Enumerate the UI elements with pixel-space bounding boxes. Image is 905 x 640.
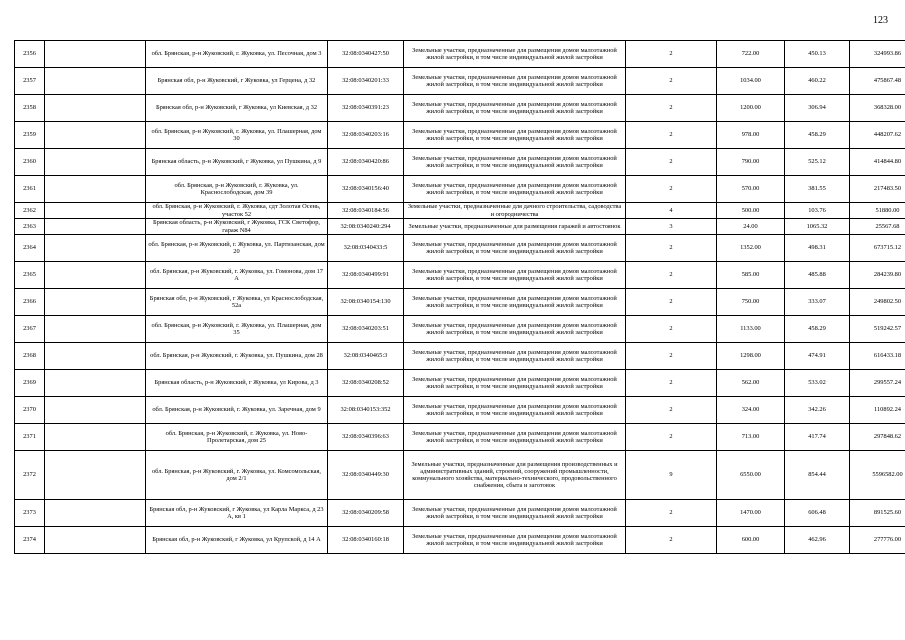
table-row bbox=[15, 149, 905, 176]
area-cell: 324.00 bbox=[717, 397, 785, 424]
cadastral-value-cell: 249802.50 bbox=[850, 289, 905, 316]
table-row bbox=[15, 343, 905, 370]
table-row bbox=[15, 451, 905, 500]
land-use-cell: Земельные участки, предназначенные для размещения домов малоэтажной жилой застройки, в том числе индивидуальной жилой застройки bbox=[404, 316, 626, 343]
land-registry-table bbox=[14, 40, 905, 554]
cadastral-number: 32:08:0340465:3 bbox=[328, 343, 404, 370]
cadastral-number: 32:08:0340396:63 bbox=[328, 424, 404, 451]
blank-cell bbox=[45, 219, 146, 235]
cadastral-number: 32:08:0340391:23 bbox=[328, 95, 404, 122]
land-use-cell: Земельные участки, предназначенные для дачного строительства, садоводства и огородничества bbox=[404, 203, 626, 219]
use-group: 2 bbox=[626, 397, 717, 424]
row-number: 2358 bbox=[15, 95, 45, 122]
blank-cell bbox=[45, 95, 146, 122]
land-use-cell: Земельные участки, предназначенные для размещения домов малоэтажной жилой застройки, в том числе индивидуальной жилой застройки bbox=[404, 176, 626, 203]
address-cell: обл. Брянская, р-н Жуковский, г. Жуковка, ул. Краснослободская, дом 39 bbox=[146, 176, 328, 203]
land-use-cell: Земельные участки, предназначенные для размещения домов малоэтажной жилой застройки, в том числе индивидуальной жилой застройки bbox=[404, 397, 626, 424]
cadastral-number: 32:08:0340156:40 bbox=[328, 176, 404, 203]
specific-value-cell: 458.29 bbox=[785, 316, 850, 343]
cadastral-value-cell: 25567.68 bbox=[850, 219, 905, 235]
land-use-cell: Земельные участки, предназначенные для размещения домов малоэтажной жилой застройки, в том числе индивидуальной жилой застройки bbox=[404, 149, 626, 176]
cadastral-number: 32:08:0340154:130 bbox=[328, 289, 404, 316]
table-body bbox=[15, 41, 905, 554]
use-group: 4 bbox=[626, 203, 717, 219]
cadastral-value-cell: 519242.57 bbox=[850, 316, 905, 343]
row-number: 2362 bbox=[15, 203, 45, 219]
row-number: 2369 bbox=[15, 370, 45, 397]
use-group: 2 bbox=[626, 289, 717, 316]
blank-cell bbox=[45, 316, 146, 343]
cadastral-number: 32:08:0340427:50 bbox=[328, 41, 404, 68]
row-number: 2361 bbox=[15, 176, 45, 203]
use-group: 9 bbox=[626, 451, 717, 500]
cadastral-value-cell: 368328.00 bbox=[850, 95, 905, 122]
blank-cell bbox=[45, 149, 146, 176]
land-use-cell: Земельные участки, предназначенные для размещения производственных и административных зданий, строений, сооружений промышленности, коммунального хозяйства, материально-технического, продовольственного снабжения, сбыта и заготовок bbox=[404, 451, 626, 500]
table-row bbox=[15, 203, 905, 219]
cadastral-value-cell: 217483.50 bbox=[850, 176, 905, 203]
blank-cell bbox=[45, 424, 146, 451]
land-use-cell: Земельные участки, предназначенные для размещения домов малоэтажной жилой застройки, в том числе индивидуальной жилой застройки bbox=[404, 289, 626, 316]
land-use-cell: Земельные участки, предназначенные для размещения домов малоэтажной жилой застройки, в том числе индивидуальной жилой застройки bbox=[404, 370, 626, 397]
cadastral-number: 32:08:0340449:30 bbox=[328, 451, 404, 500]
specific-value-cell: 460.22 bbox=[785, 68, 850, 95]
specific-value-cell: 450.13 bbox=[785, 41, 850, 68]
row-number: 2374 bbox=[15, 527, 45, 554]
cadastral-number: 32:08:0340203:51 bbox=[328, 316, 404, 343]
page-number: 123 bbox=[873, 15, 888, 26]
specific-value-cell: 606.48 bbox=[785, 500, 850, 527]
cadastral-value-cell: 448207.62 bbox=[850, 122, 905, 149]
table-row bbox=[15, 41, 905, 68]
cadastral-number: 32:08:0340160:18 bbox=[328, 527, 404, 554]
use-group: 3 bbox=[626, 219, 717, 235]
specific-value-cell: 533.02 bbox=[785, 370, 850, 397]
table-row bbox=[15, 235, 905, 262]
cadastral-number: 32:08:0340420:86 bbox=[328, 149, 404, 176]
blank-cell bbox=[45, 370, 146, 397]
use-group: 2 bbox=[626, 149, 717, 176]
cadastral-value-cell: 51880.00 bbox=[850, 203, 905, 219]
land-use-cell: Земельные участки, предназначенные для размещения домов малоэтажной жилой застройки, в том числе индивидуальной жилой застройки bbox=[404, 343, 626, 370]
area-cell: 500.00 bbox=[717, 203, 785, 219]
use-group: 2 bbox=[626, 235, 717, 262]
cadastral-value-cell: 673715.12 bbox=[850, 235, 905, 262]
cadastral-value-cell: 277776.00 bbox=[850, 527, 905, 554]
specific-value-cell: 342.26 bbox=[785, 397, 850, 424]
cadastral-value-cell: 299557.24 bbox=[850, 370, 905, 397]
use-group: 2 bbox=[626, 68, 717, 95]
use-group: 2 bbox=[626, 370, 717, 397]
use-group: 2 bbox=[626, 527, 717, 554]
cadastral-number: 32:08:0340499:91 bbox=[328, 262, 404, 289]
row-number: 2359 bbox=[15, 122, 45, 149]
address-cell: обл. Брянская, р-н Жуковский, г. Жуковка, ул. Заречная, дом 9 bbox=[146, 397, 328, 424]
cadastral-number: 32:08:0340208:52 bbox=[328, 370, 404, 397]
table-row bbox=[15, 68, 905, 95]
row-number: 2365 bbox=[15, 262, 45, 289]
row-number: 2372 bbox=[15, 451, 45, 500]
row-number: 2357 bbox=[15, 68, 45, 95]
table-row bbox=[15, 289, 905, 316]
specific-value-cell: 474.91 bbox=[785, 343, 850, 370]
use-group: 2 bbox=[626, 424, 717, 451]
address-cell: обл. Брянская, р-н Жуковский, г. Жуковка, ул. Плашерная, дом 30 bbox=[146, 122, 328, 149]
area-cell: 722.00 bbox=[717, 41, 785, 68]
area-cell: 24.00 bbox=[717, 219, 785, 235]
table-row bbox=[15, 527, 905, 554]
table-row bbox=[15, 397, 905, 424]
table-row bbox=[15, 316, 905, 343]
address-cell: обл. Брянская, р-н Жуковский, г. Жуковка, ул. Плашерная, дом 35 bbox=[146, 316, 328, 343]
cadastral-value-cell: 297848.62 bbox=[850, 424, 905, 451]
address-cell: Брянская обл, р-н Жуковский, г Жуковка, ул Краснослободская, 52а bbox=[146, 289, 328, 316]
blank-cell bbox=[45, 527, 146, 554]
land-use-cell: Земельные участки, предназначенные для размещения домов малоэтажной жилой застройки, в том числе индивидуальной жилой застройки bbox=[404, 41, 626, 68]
row-number: 2371 bbox=[15, 424, 45, 451]
blank-cell bbox=[45, 500, 146, 527]
row-number: 2364 bbox=[15, 235, 45, 262]
blank-cell bbox=[45, 451, 146, 500]
area-cell: 1298.00 bbox=[717, 343, 785, 370]
cadastral-value-cell: 5596582.00 bbox=[850, 451, 905, 500]
cadastral-value-cell: 284239.80 bbox=[850, 262, 905, 289]
row-number: 2367 bbox=[15, 316, 45, 343]
land-use-cell: Земельные участки, предназначенные для размещения домов малоэтажной жилой застройки, в том числе индивидуальной жилой застройки bbox=[404, 527, 626, 554]
address-cell: Брянская область, р-н Жуковский, г Жуковка, ГСК Светофор, гараж N84 bbox=[146, 219, 328, 235]
row-number: 2366 bbox=[15, 289, 45, 316]
use-group: 2 bbox=[626, 262, 717, 289]
specific-value-cell: 854.44 bbox=[785, 451, 850, 500]
address-cell: обл. Брянская, р-н Жуковский, г. Жуковка, ул. Песочная, дом 3 bbox=[146, 41, 328, 68]
cadastral-value-cell: 414844.80 bbox=[850, 149, 905, 176]
blank-cell bbox=[45, 203, 146, 219]
cadastral-number: 32:08:0340184:56 bbox=[328, 203, 404, 219]
blank-cell bbox=[45, 343, 146, 370]
land-use-cell: Земельные участки, предназначенные для размещения домов малоэтажной жилой застройки, в том числе индивидуальной жилой застройки bbox=[404, 235, 626, 262]
table-row bbox=[15, 219, 905, 235]
area-cell: 585.00 bbox=[717, 262, 785, 289]
land-use-cell: Земельные участки, предназначенные для размещения домов малоэтажной жилой застройки, в том числе индивидуальной жилой застройки bbox=[404, 122, 626, 149]
area-cell: 562.00 bbox=[717, 370, 785, 397]
address-cell: Брянская обл, р-н Жуковский, г Жуковка, ул Карла Маркса, д 23 А, кв 1 bbox=[146, 500, 328, 527]
address-cell: обл. Брянская, р-н Жуковский, г. Жуковка, ул. Ново-Пролетарская, дом 25 bbox=[146, 424, 328, 451]
table-row bbox=[15, 262, 905, 289]
row-number: 2373 bbox=[15, 500, 45, 527]
specific-value-cell: 417.74 bbox=[785, 424, 850, 451]
blank-cell bbox=[45, 68, 146, 95]
row-number: 2363 bbox=[15, 219, 45, 235]
table-row bbox=[15, 424, 905, 451]
cadastral-number: 32:08:0340433:5 bbox=[328, 235, 404, 262]
area-cell: 570.00 bbox=[717, 176, 785, 203]
table-row bbox=[15, 122, 905, 149]
blank-cell bbox=[45, 235, 146, 262]
area-cell: 6550.00 bbox=[717, 451, 785, 500]
blank-cell bbox=[45, 397, 146, 424]
specific-value-cell: 306.94 bbox=[785, 95, 850, 122]
cadastral-value-cell: 891525.60 bbox=[850, 500, 905, 527]
address-cell: Брянская обл, р-н Жуковский, г Жуковка, ул Герцена, д 32 bbox=[146, 68, 328, 95]
address-cell: Брянская обл, р-н Жуковский, г Жуковка, ул Крупской, д 14 А bbox=[146, 527, 328, 554]
cadastral-value-cell: 324993.86 bbox=[850, 41, 905, 68]
area-cell: 1470.00 bbox=[717, 500, 785, 527]
use-group: 2 bbox=[626, 41, 717, 68]
specific-value-cell: 485.88 bbox=[785, 262, 850, 289]
row-number: 2368 bbox=[15, 343, 45, 370]
cadastral-number: 32:08:0340201:33 bbox=[328, 68, 404, 95]
land-use-cell: Земельные участки, предназначенные для размещения домов малоэтажной жилой застройки, в том числе индивидуальной жилой застройки bbox=[404, 500, 626, 527]
specific-value-cell: 462.96 bbox=[785, 527, 850, 554]
cadastral-number: 32:08:0340153:352 bbox=[328, 397, 404, 424]
land-use-cell: Земельные участки, предназначенные для размещения гаражей и автостоянок bbox=[404, 219, 626, 235]
cadastral-number: 32:08:0340240:294 bbox=[328, 219, 404, 235]
row-number: 2370 bbox=[15, 397, 45, 424]
blank-cell bbox=[45, 41, 146, 68]
table-row bbox=[15, 500, 905, 527]
address-cell: обл. Брянская, р-н Жуковский, г. Жуковка, сдт Золотая Осень, участок 52 bbox=[146, 203, 328, 219]
blank-cell bbox=[45, 262, 146, 289]
area-cell: 1133.00 bbox=[717, 316, 785, 343]
area-cell: 713.00 bbox=[717, 424, 785, 451]
use-group: 2 bbox=[626, 122, 717, 149]
cadastral-value-cell: 475867.48 bbox=[850, 68, 905, 95]
address-cell: обл. Брянская, р-н Жуковский, г. Жуковка, ул. Гомонова, дом 17 А bbox=[146, 262, 328, 289]
land-use-cell: Земельные участки, предназначенные для размещения домов малоэтажной жилой застройки, в том числе индивидуальной жилой застройки bbox=[404, 262, 626, 289]
address-cell: обл. Брянская, р-н Жуковский, г. Жуковка, ул. Комсомольская, дом 2/1 bbox=[146, 451, 328, 500]
row-number: 2356 bbox=[15, 41, 45, 68]
area-cell: 1034.00 bbox=[717, 68, 785, 95]
table-row bbox=[15, 176, 905, 203]
area-cell: 790.00 bbox=[717, 149, 785, 176]
use-group: 2 bbox=[626, 176, 717, 203]
land-use-cell: Земельные участки, предназначенные для размещения домов малоэтажной жилой застройки, в том числе индивидуальной жилой застройки bbox=[404, 68, 626, 95]
specific-value-cell: 525.12 bbox=[785, 149, 850, 176]
use-group: 2 bbox=[626, 500, 717, 527]
specific-value-cell: 498.31 bbox=[785, 235, 850, 262]
address-cell: Брянская область, р-н Жуковский, г Жуковка, ул Пушкина, д 9 bbox=[146, 149, 328, 176]
row-number: 2360 bbox=[15, 149, 45, 176]
area-cell: 1352.00 bbox=[717, 235, 785, 262]
cadastral-number: 32:08:0340203:16 bbox=[328, 122, 404, 149]
cadastral-number: 32:08:0340209:58 bbox=[328, 500, 404, 527]
area-cell: 978.00 bbox=[717, 122, 785, 149]
address-cell: Брянская обл, р-н Жуковский, г Жуковка, ул Киевская, д 32 bbox=[146, 95, 328, 122]
blank-cell bbox=[45, 289, 146, 316]
land-use-cell: Земельные участки, предназначенные для размещения домов малоэтажной жилой застройки, в том числе индивидуальной жилой застройки bbox=[404, 95, 626, 122]
cadastral-value-cell: 616433.18 bbox=[850, 343, 905, 370]
specific-value-cell: 333.07 bbox=[785, 289, 850, 316]
table-row bbox=[15, 370, 905, 397]
area-cell: 750.00 bbox=[717, 289, 785, 316]
table-row bbox=[15, 95, 905, 122]
area-cell: 600.00 bbox=[717, 527, 785, 554]
use-group: 2 bbox=[626, 95, 717, 122]
use-group: 2 bbox=[626, 316, 717, 343]
cadastral-value-cell: 110892.24 bbox=[850, 397, 905, 424]
address-cell: обл. Брянская, р-н Жуковский, г. Жуковка, ул. Партизанская, дом 20 bbox=[146, 235, 328, 262]
specific-value-cell: 381.55 bbox=[785, 176, 850, 203]
area-cell: 1200.00 bbox=[717, 95, 785, 122]
specific-value-cell: 1065.32 bbox=[785, 219, 850, 235]
blank-cell bbox=[45, 176, 146, 203]
address-cell: Брянская область, р-н Жуковский, г Жуковка, ул Кирова, д 3 bbox=[146, 370, 328, 397]
specific-value-cell: 458.29 bbox=[785, 122, 850, 149]
address-cell: обл. Брянская, р-н Жуковский, г. Жуковка, ул. Пушкина, дом 28 bbox=[146, 343, 328, 370]
blank-cell bbox=[45, 122, 146, 149]
land-use-cell: Земельные участки, предназначенные для размещения домов малоэтажной жилой застройки, в том числе индивидуальной жилой застройки bbox=[404, 424, 626, 451]
use-group: 2 bbox=[626, 343, 717, 370]
specific-value-cell: 103.76 bbox=[785, 203, 850, 219]
